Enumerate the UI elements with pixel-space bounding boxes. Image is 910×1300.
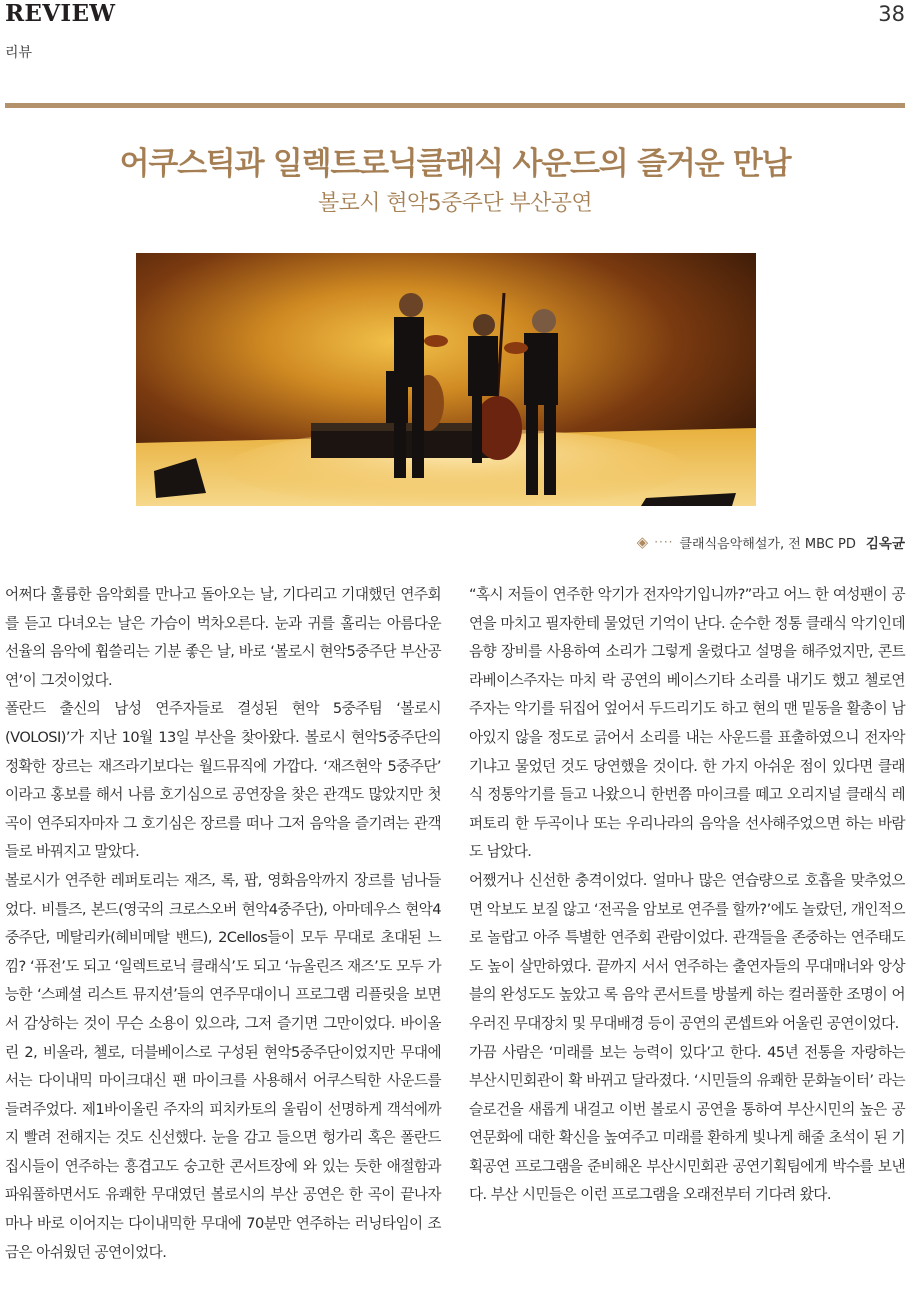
section-subtitle: 리뷰 [5,45,33,61]
leader-dots: ···· [654,535,674,549]
paragraph: “혹시 저들이 연주한 악기가 전자악기입니까?”라고 어느 한 여성팬이 공연을 마치고 필자한테 물었던 기억이 난다. 순수한 정통 클래식 악기인데 음향 장비를 사용하여 소리가 그렇게 울렸다고 설명을 해주었지만, 콘트라베이스주자는 마치 락 공연의 베이스기타 소리를 내기도 했고 첼로연주자는 악기를 뒤집어 엎어서 두드리기도 하고 현의 맨 밑동을 활총이 남아있지 않을 정도로 긁어서 소리를 내는 사운드를 표출하였으니 전자악기냐고 물었던 것도 당연했을 것이다. 한 가지 아쉬운 점이 있다면 클래식 정통악기를 들고 나왔으니 한번쯤 마이크를 떼고 오리지널 클래식 레퍼토리 한 두곡이나 또는 우리나라의 음악을 선사해주었으면 하는 바람도 남았다. [469,586,905,861]
page-header [5,0,905,110]
page-number: 38 [878,2,905,26]
paragraph: 가끔 사람은 ‘미래를 보는 능력이 있다’고 한다. 45년 전통을 자랑하는 부산시민회관이 확 바뀌고 달라졌다. ‘시민들의 유쾌한 문화놀이터’ 라는 슬로건을 새롭게 내걸고 이번 볼로시 공연을 통하여 부산시민의 높은 공연문화에 대한 확신을 높여주고 미래를 환하게 빛나게 해줄 초석이 된 기획공연 프로그램을 준비해온 부산시민회관 공연기획팀에게 박수를 보낸다. 부산 시민들은 이런 프로그램을 오래전부터 기다려 왔다. [469,1043,905,1204]
paragraph: 볼로시가 연주한 레퍼토리는 재즈, 록, 팝, 영화음악까지 장르를 넘나들었다. 비틀즈, 본드(영국의 크로스오버 현악4중주단), 아마데우스 현악4중주단, 메탈리카(헤비메탈 밴드), 2Cellos들이 모두 무대로 초대된 느낌? ‘퓨전’도 되고 ‘일렉트로닉 클래식’도 되고 ‘뉴올린즈 재즈’도 모두 가능한 ‘스페셜 리스트 뮤지션’들의 연주무대이니 프로그램 리플릿을 보면서 감상하는 것이 무슨 소용이 있으랴, 그저 즐기면 그만이었다. 바이올린 2, 비올라, 첼로, 더블베이스로 구성된 현악5중주단이었지만 무대에서는 다이내믹 마이크대신 팬 마이크를 사용해서 어쿠스틱한 사운드를 들려주었다. 제1바이올린 주자의 피치카토의 울림이 선명하게 객석에까지 빨려 전해지는 것도 신선했다. 눈을 감고 들으면 헝가리 혹은 폴란드 집시들이 연주하는 흥겹고도 숭고한 콘서트장에 와 있는 듯한 애절함과 파워풀하면서도 유쾌한 무대였던 볼로시의 부산 공연은 한 곡이 끝나자마나 바로 이어지는 다이내믹한 무대에 70분만 연주하는 러닝타임이 조금은 아쉬웠던 공연이었다. [5,871,441,1261]
section-title: REVIEW [5,0,116,27]
paragraph: 어쩌다 훌륭한 음악회를 만나고 돌아오는 날, 기다리고 기대했던 연주회를 듣고 다녀오는 날은 가슴이 벅차오른다. 눈과 귀를 홀리는 아름다운 선율의 음악에 휩쓸리는 기분 좋은 날, 바로 ‘볼로시 현악5중주단 부산공연’이 그것이었다. [5,586,441,689]
diamond-icon: ◈ [636,533,649,551]
article-title: 어쿠스틱과 일렉트로닉클래식 사운드의 즐거운 만남 [119,146,791,182]
paragraph: 폴란드 출신의 남성 연주자들로 결성된 현악 5중주팀 ‘볼로시(VOLOSI)’가 지난 10월 13일 부산을 찾아왔다. 볼로시 현악5중주단의 정확한 장르는 재즈라기보다는 월드뮤직에 가깝다. ‘재즈현악 5중주단’ 이라고 홍보를 해서 나름 호기심으로 공연장을 찾은 관객도 많았지만 첫 곡이 연주되자마자 그 호기심은 장르를 떠나 그저 음악을 즐기려는 관객들로 바꿔지고 말았다. [5,700,441,861]
author-name: 김옥균 [865,536,905,552]
right-column [469,581,905,1210]
byline [637,532,905,552]
header-divider [5,103,905,108]
article-subtitle: 볼로시 현악5중주단 부산공연 [317,191,592,216]
concert-photo [136,253,756,506]
left-column [5,581,441,1267]
paragraph: 어쨌거나 신선한 충격이었다. 얼마나 많은 연습량으로 호흡을 맞추었으면 악보도 보질 않고 ‘전곡을 암보로 연주를 할까?’에도 놀랐던, 개인적으로 놀랍고 아주 특별한 연주회 관람이었다. 관객들을 존중하는 연주태도도 높이 살만하였다. 끝까지 서서 연주하는 출연자들의 무대매너와 앙상블의 완성도도 높았고 록 음악 콘서트를 방불케 하는 컬러풀한 조명이 어우러진 무대장치 및 무대배경 등이 공연의 콘셉트와 어울린 공연이었다. [469,871,905,1032]
author-role: 클래식음악해설가, 전 MBC PD [679,536,856,552]
